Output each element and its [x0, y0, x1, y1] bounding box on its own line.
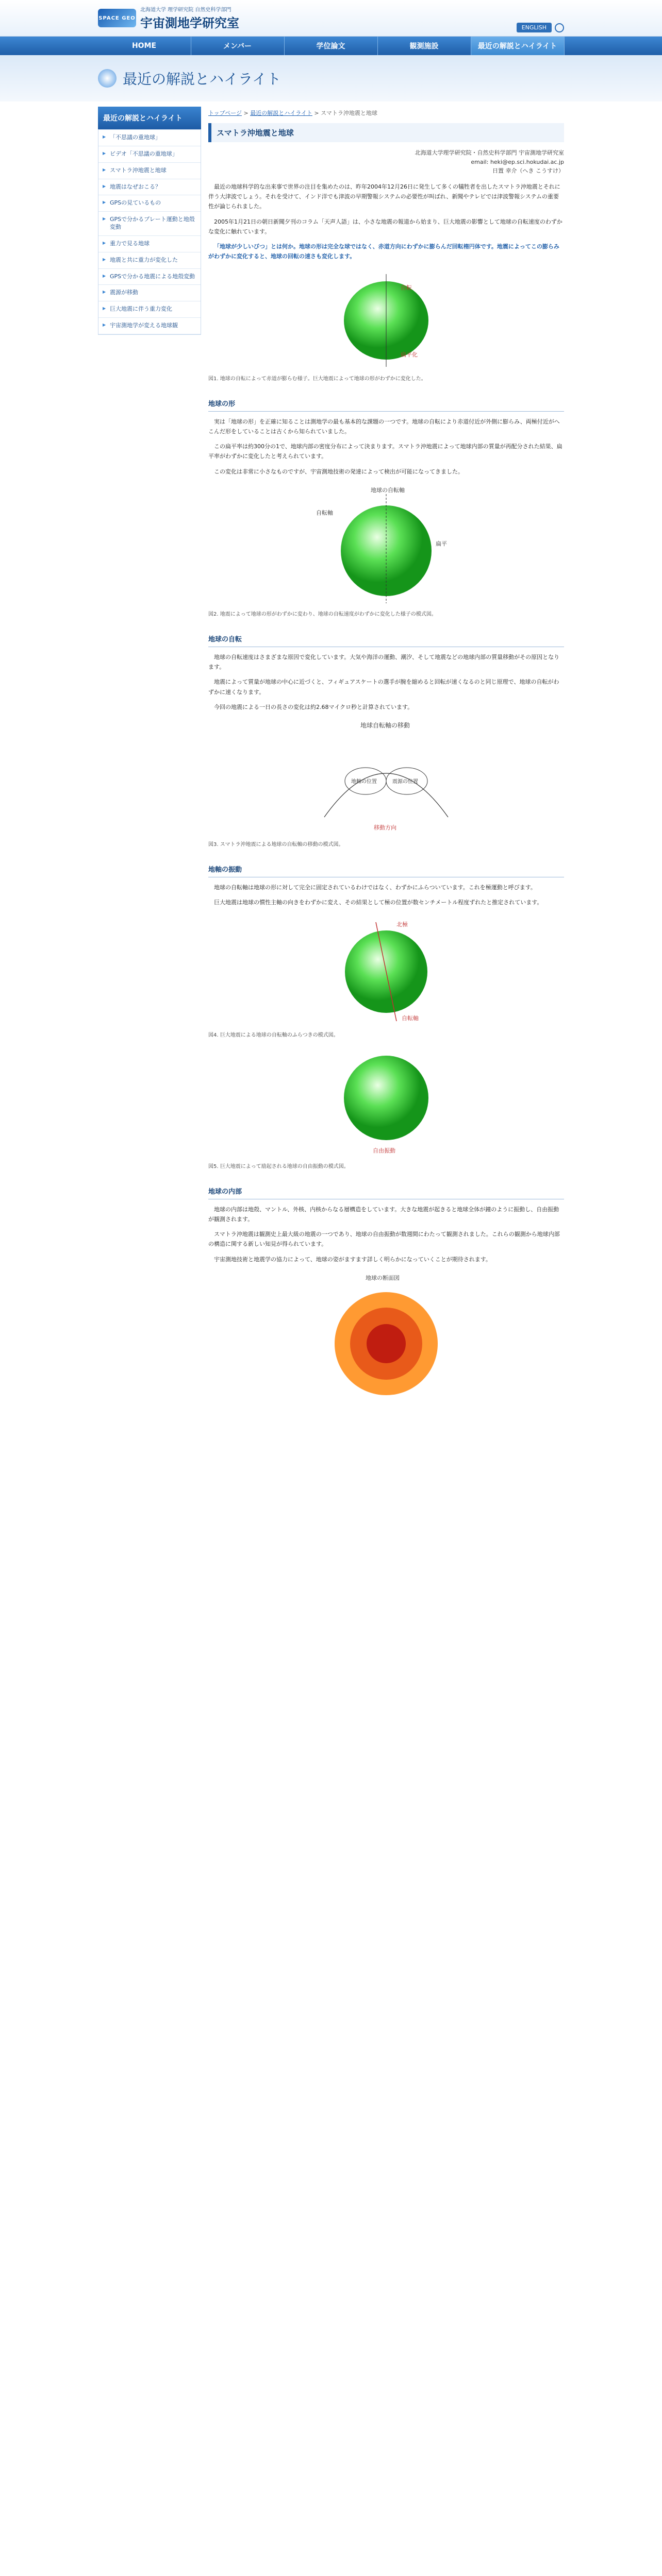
page-banner [0, 55, 662, 101]
sidebar-item[interactable]: ▶ GPSの見ているもの [98, 195, 201, 212]
figure-5-svg [319, 1046, 453, 1160]
section-heading: 地球の内部 [208, 1183, 564, 1199]
main-nav [0, 37, 662, 55]
author-block [208, 148, 564, 176]
nav-theses[interactable]: 学位論文 [285, 37, 378, 55]
figure-6 [208, 1272, 564, 1405]
sidebar-item[interactable]: ▶ GPSで分かる地震による地殻変動 [98, 269, 201, 285]
paragraph: 地震によって質量が地球の中心に近づくと、フィギュアスケートの選手が腕を縮めると回転が速くなるのと同じ原理で、地球の自転がわずかに速くなります。 [208, 679, 559, 696]
fig1-label-top: 自転 [401, 284, 412, 291]
sidebar-item[interactable]: ▶ 地震はなぜおこる？ [98, 179, 201, 196]
section-heading: 地球の自転 [208, 631, 564, 647]
nav-home[interactable]: HOME [98, 37, 191, 55]
author-email[interactable]: email: heki@ep.sci.hokudai.ac.jp [471, 158, 564, 165]
figure-1-svg [319, 269, 453, 372]
nav-highlights[interactable]: 最近の解説とハイライト [471, 37, 565, 55]
paragraph: この扁平率は約300分の1で、地球内部の密度分布によって決まります。スマトラ沖地震によって地球内部の質量が再配分された結果、扁平率がわずかに変化したと考えられています。 [208, 443, 562, 460]
sidebar-item[interactable]: ▶ 震源が移動 [98, 285, 201, 301]
figure-4 [208, 915, 564, 1039]
breadcrumb-parent[interactable]: 最近の解説とハイライト [250, 110, 312, 116]
nav-facilities[interactable]: 観測施設 [378, 37, 471, 55]
breadcrumb-current: スマトラ沖地震と地球 [321, 110, 377, 116]
paragraph: 今回の地震による一日の長さの変化は約2.68マイクロ秒と計算されています。 [214, 703, 413, 710]
paragraph: この変化は非常に小さなものですが、宇宙測地技術の発達によって検出が可能になってきました。 [214, 468, 464, 475]
fig4-label-top: 北極 [396, 921, 408, 928]
english-button[interactable]: ENGLISH [517, 23, 552, 32]
article [208, 107, 564, 1413]
site-header [0, 0, 662, 37]
sidebar-item[interactable]: ▶ GPSで分かるプレート運動と地殻変動 [98, 212, 201, 236]
fig3-label-b: 震源の位置 [392, 779, 418, 785]
logo-subtitle: 北海道大学 理学研究院 自然史科学部門 [140, 7, 231, 13]
fig5-label-bottom: 自由振動 [373, 1147, 395, 1154]
paragraph: 地球の内部は地殻、マントル、外核、内核からなる層構造をしています。大きな地震が起きると地球全体が鐘のように振動し、自由振動が観測されます。 [208, 1206, 559, 1223]
article-title: スマトラ沖地震と地球 [208, 123, 564, 142]
breadcrumb-home[interactable]: トップページ [208, 110, 242, 116]
figure-3 [208, 719, 564, 849]
fig3-label-a: 地軸の位置 [351, 779, 377, 785]
paragraph: 最近の地球科学的な出来事で世界の注目を集めたのは、昨年2004年12月26日に発生して多くの犠牲者を出したスマトラ沖地震とそれに伴う大津波でしょう。それを受けて、インド洋でも津波の早期警報システムの必要性が叫ばれ、新聞やテレビでは津波警報システムの重要性が論じられました。 [208, 183, 560, 210]
figure-5-caption: 図5. 巨大地震によって励起される地球の自由振動の模式図。 [208, 1163, 349, 1170]
paragraph: 実は「地球の形」を正確に知ることは測地学の最も基本的な課題の一つです。地球の自転により赤道付近が外側に膨らみ、両極付近がへこんだ形をしていることは古くから知られていました。 [208, 418, 560, 435]
sidebar-item[interactable]: ▶ 巨大地震に伴う重力変化 [98, 301, 201, 318]
paragraph: 2005年1月21日の朝日新聞夕刊のコラム「天声人語」は、小さな地震の報道から始まり、巨大地震の影響として地球の自転速度のわずかな変化に触れています。 [208, 218, 562, 235]
figure-4-svg [319, 915, 453, 1028]
logo-title: 宇宙測地学研究室 [140, 16, 239, 30]
section-heading: 地軸の振動 [208, 861, 564, 877]
fig6-title: 地球の断面図 [366, 1274, 400, 1281]
figure-3-svg [304, 719, 469, 838]
sidebar-item[interactable]: ▶ ビデオ「不思議の重地球」 [98, 146, 201, 163]
fig3-label-bottom: 移動方向 [374, 824, 396, 832]
paragraph: 巨大地震は地球の慣性主軸の向きをわずかに変え、その結果として極の位置が数センチメートル程度ずれたと推定されています。 [214, 899, 543, 906]
paragraph: スマトラ沖地震は観測史上最大級の地震の一つであり、地球の自由振動が数週間にわたって観測されました。これらの観測から地球内部の構造に関する新しい知見が得られています。 [208, 1231, 560, 1248]
earth-globe [344, 1056, 428, 1140]
paragraph: 地球の自転速度はさまざまな原因で変化しています。大気や海洋の運動、潮汐、そして地震などの地球内部の質量移動がその原因となります。 [208, 653, 560, 671]
nav-members[interactable]: メンバー [191, 37, 285, 55]
logo-badge: SPACE GEO [98, 9, 136, 27]
figure-4-caption: 図4. 巨大地震による地球の自転軸のふらつきの模式図。 [208, 1032, 339, 1038]
search-icon[interactable] [555, 23, 564, 32]
paragraph: 地球の自転軸は地球の形に対して完全に固定されているわけではなく、わずかにふらついています。これを極運動と呼びます。 [214, 884, 536, 891]
breadcrumb: トップページ > 最近の解説とハイライト > スマトラ沖地震と地球 [208, 110, 377, 116]
sidebar-heading: 最近の解説とハイライト [98, 107, 201, 129]
banner-globe-icon [98, 69, 117, 88]
inner-core-layer [367, 1324, 406, 1363]
figure-1-caption: 図1. 地球の自転によって赤道が膨らむ様子。巨大地震によって地球の形がわずかに変化した。 [208, 376, 426, 382]
figure-3-caption: 図3. スマトラ沖地震による地球の自転軸の移動の模式図。 [208, 842, 344, 848]
highlight-paragraph: 「地球が少しいびつ」とは何か。地球の形は完全な球ではなく、赤道方向にわずかに膨らんだ回転楕円体です。地震によってこの膨らみがわずかに変化すると、地球の回転の速さも変化します。 [208, 243, 559, 260]
fig3-title: 地球自転軸の移動 [360, 722, 410, 730]
sidebar-item[interactable]: ▶ スマトラ沖地震と地球 [98, 163, 201, 179]
figure-2-caption: 図2. 地震によって地球の形がわずかに変わり、地球の自転速度がわずかに変化した様子の模式図。 [208, 611, 437, 617]
fig2-label-right: 扁平 [436, 540, 447, 547]
site-logo[interactable] [98, 5, 496, 31]
sidebar-item[interactable]: ▶ 宇宙測地学が変える地球観 [98, 318, 201, 334]
sidebar-item[interactable]: ▶ 重力で見る地球 [98, 236, 201, 252]
paragraph: 宇宙測地技術と地震学の協力によって、地球の姿がますます詳しく明らかになっていくことが期待されます。 [214, 1256, 491, 1263]
sidebar [98, 107, 201, 1413]
figure-6-svg [335, 1272, 438, 1405]
figure-5 [208, 1046, 564, 1171]
section-heading: 地球の形 [208, 395, 564, 412]
sidebar-item[interactable]: ▶ 地震と共に重力が変化した [98, 252, 201, 269]
figure-1 [208, 269, 564, 383]
figure-2 [208, 484, 564, 618]
fig1-label-bottom: 扁平化 [401, 351, 418, 358]
fig4-label-bottom: 自転軸 [402, 1014, 419, 1022]
figure-2-svg [309, 484, 464, 607]
banner-title: 最近の解説とハイライト [123, 71, 282, 88]
fig2-label-top: 地球の自転軸 [371, 486, 405, 494]
author-name: 日置 幸介（へき こうすけ） [492, 167, 564, 175]
fig2-label-left: 自転軸 [316, 509, 333, 516]
author-affiliation: 北海道大学理学研究院・自然史科学部門 宇宙測地学研究室 [415, 149, 564, 156]
sidebar-item[interactable]: ▶ 「不思議の重地球」 [98, 130, 201, 146]
